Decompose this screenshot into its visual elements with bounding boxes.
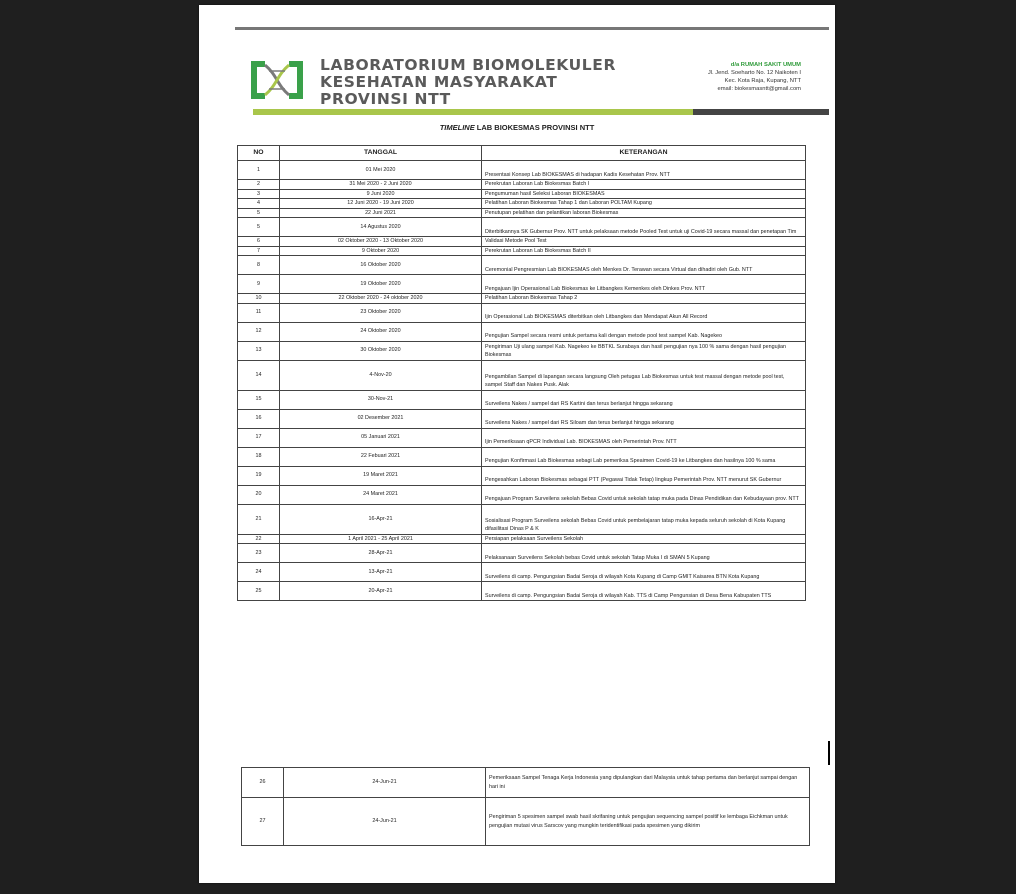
lab-name (320, 57, 650, 108)
row-description: Pengambilan Sampel di lapangan secara langsung Oleh petugas Lab Biokesmas untuk test massal dengan metode pool test, sampel Staff dan Nakes Pusk. Alak (482, 360, 806, 390)
row-number: 26 (242, 768, 284, 798)
table-row (238, 409, 806, 428)
title-rest: LAB BIOKESMAS PROVINSI NTT (474, 123, 595, 132)
col-header-tanggal: TANGGAL (280, 146, 482, 161)
table-row (238, 390, 806, 409)
row-description: Perekrutan Laboran Lab Biokesmas Batch II (482, 246, 806, 256)
row-description: Pengujian Konfirmasi Lab Biokesmas sebagi Lab pemeriksa Speaimen Covid-19 ke Litbangkes dan hasilnya 100 % sama (482, 447, 806, 466)
row-date: 24 Maret 2021 (280, 485, 482, 504)
row-description: Pelaksanaan Surveilens Sekolah bebas Covid untuk sekolah Tatap Muka I di SMAN 5 Kupang (482, 544, 806, 563)
row-description: Diterbitkannya SK Gubernur Prov. NTT untuk pelaksaan metode Pooled Test untuk uji Covid-19 secara massal dan penetapan Tim (482, 218, 806, 237)
row-description: Pelatihan Laboran Biokesmas Tahap 2 (482, 294, 806, 304)
table-row (238, 303, 806, 322)
address-line-4: email: biokesmasntt@gmail.com (717, 86, 801, 92)
row-number: 11 (238, 303, 280, 322)
timeline-table-continued (241, 767, 810, 846)
row-date: 31 Mei 2020 - 2 Juni 2020 (280, 180, 482, 190)
row-number: 5 (238, 208, 280, 218)
address-line-2: Jl. Jend. Soeharto No. 12 Naikoten I (707, 70, 801, 76)
table-row (238, 544, 806, 563)
row-date: 05 Januari 2021 (280, 428, 482, 447)
table-row (238, 466, 806, 485)
row-date: 01 Mei 2020 (280, 161, 482, 180)
table-row (238, 322, 806, 341)
row-date: 22 Oktober 2020 - 24 oktober 2020 (280, 294, 482, 304)
row-date: 02 Oktober 2020 - 13 Oktober 2020 (280, 237, 482, 247)
row-date: 24-Jun-21 (284, 798, 486, 846)
row-number: 27 (242, 798, 284, 846)
row-number: 20 (238, 485, 280, 504)
row-description: Presentasi Konsep Lab BIOKESMAS di hadapan Kadis Kesehatan Prov. NTT (482, 161, 806, 180)
row-date: 16 Oktober 2020 (280, 256, 482, 275)
row-description: Ijin Pemeriksaan qPCR Individual Lab. BIOKESMAS oleh Pemerintah Prov. NTT (482, 428, 806, 447)
address-line-3: Kec. Kota Raja, Kupang, NTT (724, 78, 801, 84)
table-header-row (238, 146, 806, 161)
row-date: 22 Juni 2021 (280, 208, 482, 218)
title-italic: TIMELINE (439, 123, 475, 132)
table-row (238, 208, 806, 218)
dark-divider (693, 109, 829, 115)
lab-logo-icon (247, 57, 307, 103)
address-line-1: d/a RUMAH SAKIT UMUM (730, 62, 801, 68)
row-description: Pengiriman 5 spesimen sampel swab hasil skrifaning untuk pengujian sequencing sampel positif ke lembaga Eichkman untuk pengujian mutasi virus Sarscov yang mungkin teridentifikasi pada spesimen yang dikirim (486, 798, 810, 846)
row-number: 18 (238, 447, 280, 466)
row-number: 23 (238, 544, 280, 563)
row-date: 30-Nov-21 (280, 390, 482, 409)
row-date: 12 Juni 2020 - 19 Juni 2020 (280, 199, 482, 209)
row-number: 7 (238, 246, 280, 256)
row-date: 4-Nov-20 (280, 360, 482, 390)
table-row (238, 189, 806, 199)
row-description: Surveilens di camp. Pengungsian Badai Seroja di wilayah Kab. TTS di Camp Pengunsian di Desa Bena Kabupaten TTS (482, 582, 806, 601)
row-description: Surveilens Nakes / sampel dari RS Siloam dan terus berlanjut hingga sekarang (482, 409, 806, 428)
row-date: 20-Apr-21 (280, 582, 482, 601)
lab-name-line-3: PROVINSI NTT (320, 90, 451, 108)
row-date: 16-Apr-21 (280, 504, 482, 534)
table-row (238, 256, 806, 275)
row-date: 19 Oktober 2020 (280, 275, 482, 294)
row-number: 4 (238, 199, 280, 209)
document-page (199, 5, 835, 883)
row-description: Penutupan pelatihan dan pelantikan laboran Biokesmas (482, 208, 806, 218)
table-row (238, 246, 806, 256)
table-row (238, 199, 806, 209)
row-number: 9 (238, 275, 280, 294)
row-description: Pengumuman hasil Seleksi Laboran BIOKESMAS (482, 189, 806, 199)
row-number: 25 (238, 582, 280, 601)
row-number: 2 (238, 180, 280, 190)
table-row (238, 275, 806, 294)
row-number: 15 (238, 390, 280, 409)
row-number: 10 (238, 294, 280, 304)
table-row (238, 485, 806, 504)
table-row (238, 341, 806, 360)
row-date: 30 Oktober 2020 (280, 341, 482, 360)
col-header-keterangan: KETERANGAN (482, 146, 806, 161)
row-number: 3 (238, 189, 280, 199)
row-date: 19 Maret 2021 (280, 466, 482, 485)
row-date: 9 Juni 2020 (280, 189, 482, 199)
row-number: 5 (238, 218, 280, 237)
row-description: Pelatihan Laboran Biokesmas Tahap 1 dan Laboran POLTAM Kupang (482, 199, 806, 209)
row-date: 23 Oktober 2020 (280, 303, 482, 322)
row-number: 12 (238, 322, 280, 341)
row-date: 13-Apr-21 (280, 563, 482, 582)
row-description: Pengujian Sampel secara resmi untuk pertama kali dengan metode pool test sampel Kab. Nagekeo (482, 322, 806, 341)
row-description: Pemeriksaan Sampel Tenaga Kerja Indonesia yang dipulangkan dari Malaysia untuk tahap pertama dan berlanjut sampai dengan hari ini (486, 768, 810, 798)
row-date: 24-Jun-21 (284, 768, 486, 798)
row-description: Surveilens Nakes / sampel dari RS Kartini dan terus berlanjut hingga sekarang (482, 390, 806, 409)
document-title (199, 123, 835, 132)
row-number: 17 (238, 428, 280, 447)
row-number: 21 (238, 504, 280, 534)
row-number: 22 (238, 534, 280, 544)
row-number: 1 (238, 161, 280, 180)
table-row (238, 534, 806, 544)
table-row (238, 180, 806, 190)
row-date: 28-Apr-21 (280, 544, 482, 563)
row-number: 16 (238, 409, 280, 428)
top-rule (235, 27, 829, 30)
row-description: Persiapan pelaksaan Surveilens Sekolah (482, 534, 806, 544)
row-date: 22 Febuari 2021 (280, 447, 482, 466)
row-date: 02 Desember 2021 (280, 409, 482, 428)
row-description: Pengesahkan Laboran Biokesmas sebagai PTT (Pegawai Tidak Tetap) lingkup Pemerintah Prov. NTT menurut SK Gubernur (482, 466, 806, 485)
lab-name-line-1: LABORATORIUM BIOMOLEKULER (320, 56, 616, 74)
table-row (238, 161, 806, 180)
row-description: Pengiriman Uji ulang sampel Kab. Nagekeo ke BBTKL Surabaya dan hasil pengujian nya 100 % sama dengan hasil pengujian Biokesmas (482, 341, 806, 360)
address-block (661, 61, 801, 93)
table-row (238, 582, 806, 601)
table-row (242, 798, 810, 846)
table-row (238, 504, 806, 534)
row-description: Surveilens di camp. Pengungsian Badai Seroja di wilayah Kota Kupang di Camp GMIT Kaisarea BTN Kota Kupang (482, 563, 806, 582)
row-description: Sosialisasi Program Surveilens sekolah Bebas Covid untuk pembelajaran tatap muka kepada seluruh sekolah di Kota Kupang difasilitasi Dinas P & K (482, 504, 806, 534)
row-description: Perekrutan Laboran Lab Biokesmas Batch I (482, 180, 806, 190)
row-date: 9 Oktober 2020 (280, 246, 482, 256)
row-date: 14 Agustus 2020 (280, 218, 482, 237)
table-row (238, 294, 806, 304)
text-cursor (828, 741, 830, 765)
table-row (238, 237, 806, 247)
row-number: 24 (238, 563, 280, 582)
letterhead (235, 23, 829, 113)
timeline-table (237, 145, 806, 601)
table-row (242, 768, 810, 798)
table-row (238, 218, 806, 237)
row-description: Validasi Metode Pool Test (482, 237, 806, 247)
col-header-no: NO (238, 146, 280, 161)
table-row (238, 360, 806, 390)
row-number: 14 (238, 360, 280, 390)
row-number: 6 (238, 237, 280, 247)
row-date: 24 Oktober 2020 (280, 322, 482, 341)
row-description: Ceremonial Pengresmian Lab BIOKESMAS oleh Menkes Dr. Terawan secara Virtual dan dihadiri oleh Gub. NTT (482, 256, 806, 275)
table-row (238, 447, 806, 466)
row-description: Ijin Operasional Lab BIOKESMAS diterbitkan oleh Litbangkes dan Mendapat Akun All Record (482, 303, 806, 322)
row-number: 13 (238, 341, 280, 360)
row-date: 1 April 2021 - 25 April 2021 (280, 534, 482, 544)
row-number: 19 (238, 466, 280, 485)
table-row (238, 428, 806, 447)
table-row (238, 563, 806, 582)
green-divider (253, 109, 693, 115)
lab-name-line-2: KESEHATAN MASYARAKAT (320, 73, 558, 91)
row-number: 8 (238, 256, 280, 275)
row-description: Pengajuan Program Surveilens sekolah Bebas Covid untuk sekolah tatap muka pada Dinas Pendidikan dan Kebudayaan prov. NTT (482, 485, 806, 504)
row-description: Pengajuan Ijin Operasional Lab Biokesmas ke Litbangkes Kemenkes oleh Dinkes Prov. NTT (482, 275, 806, 294)
